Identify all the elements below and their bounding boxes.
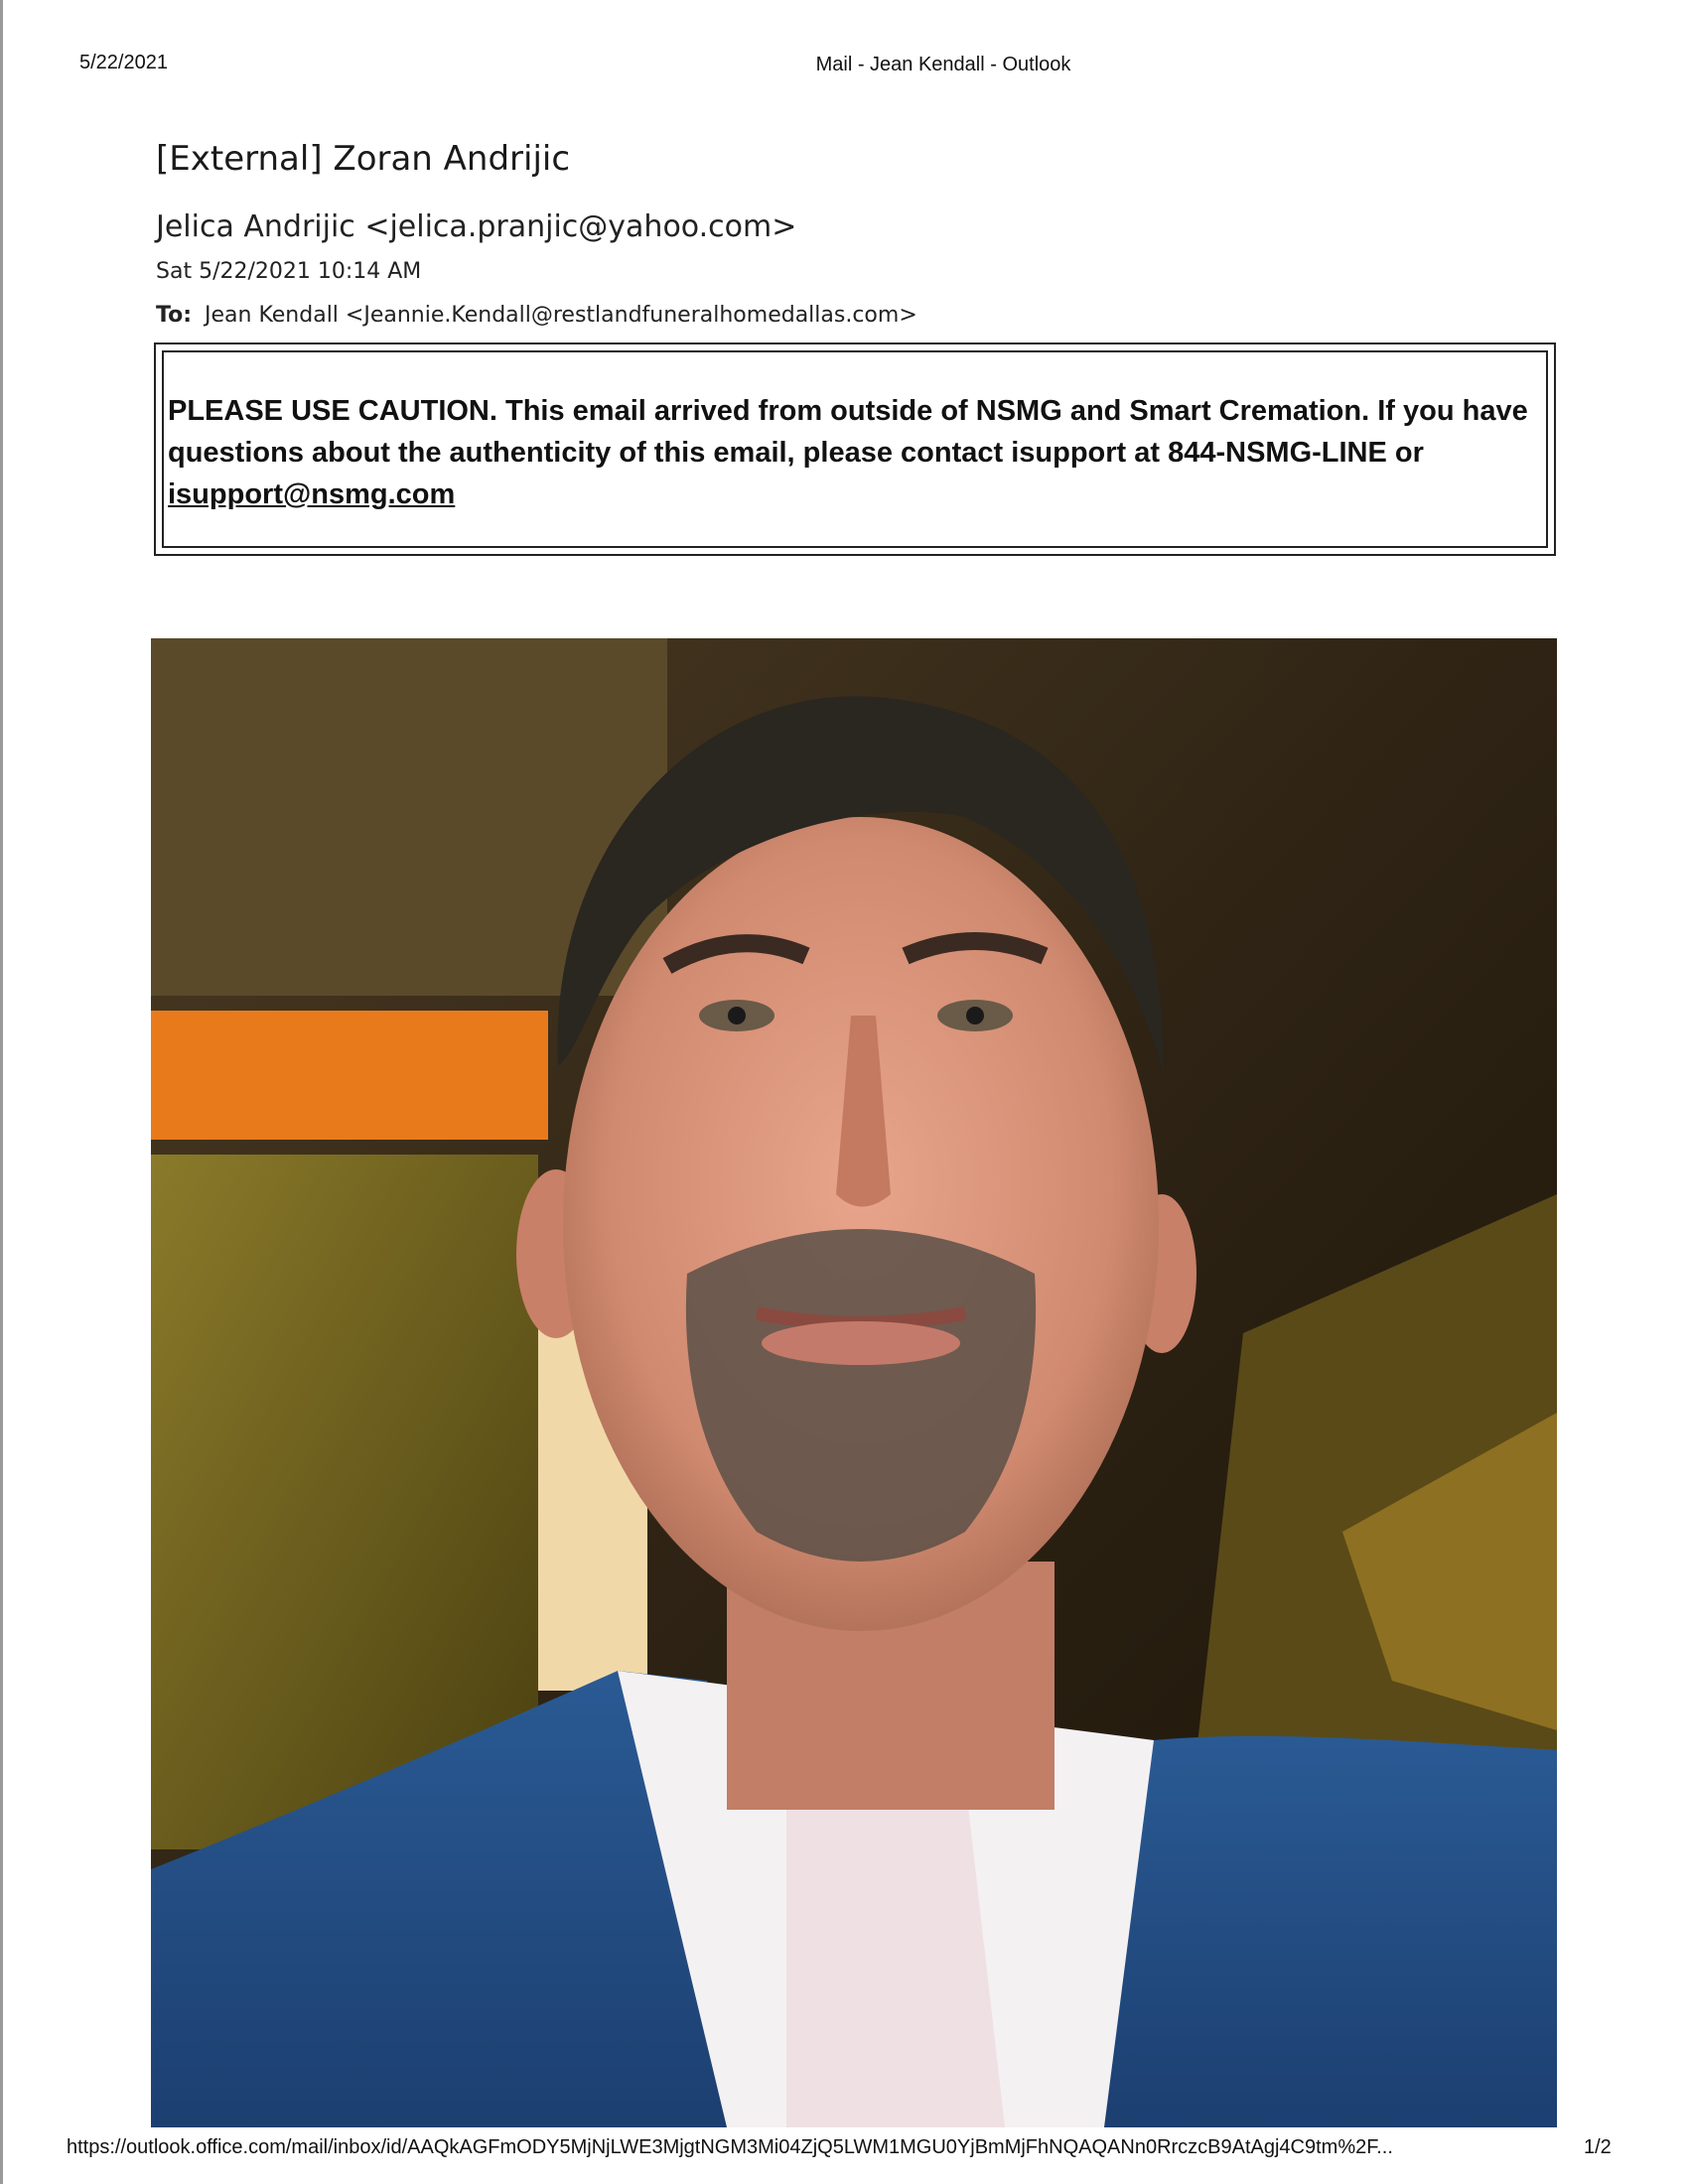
- email-recipient: [156, 303, 917, 328]
- print-window-title: Mail - Jean Kendall - Outlook: [815, 54, 1071, 75]
- to-label: To:: [156, 303, 192, 328]
- portrait-photo: [151, 638, 1557, 2127]
- left-pupil: [728, 1007, 746, 1024]
- photo-orange-beam: [151, 1011, 548, 1140]
- lips: [762, 1321, 960, 1365]
- page-edge: [0, 0, 3, 2184]
- to-value[interactable]: Jean Kendall <Jeannie.Kendall@restlandfuneralhomedallas.com>: [205, 303, 917, 328]
- print-footer-url: https://outlook.office.com/mail/inbox/id/AAQkAGFmODY5MjNjLWE3MjgtNGM3Mi04ZjQ5LWM1MGU0YjBmMjFhNQAQANn0RrczcB9AtAgj4C9tm%2F...: [67, 2136, 1393, 2158]
- email-subject: [External] Zoran Andrijic: [156, 139, 571, 179]
- page-number: 1/2: [1584, 2136, 1612, 2158]
- email-sent-date: Sat 5/22/2021 10:14 AM: [156, 259, 422, 284]
- caution-message: [168, 390, 1540, 515]
- caution-text: PLEASE USE CAUTION. This email arrived from outside of NSMG and Smart Cremation. If you have questions about the authenticity of this email, please contact isupport at 844-NSMG-LINE or: [168, 395, 1528, 469]
- isupport-email-link[interactable]: isupport@nsmg.com: [168, 478, 456, 510]
- print-date: 5/22/2021: [79, 52, 168, 73]
- caution-banner-inner: [162, 350, 1548, 548]
- email-sender[interactable]: Jelica Andrijic <jelica.pranjic@yahoo.com>: [156, 209, 797, 244]
- caution-banner: [154, 342, 1556, 556]
- right-pupil: [966, 1007, 984, 1024]
